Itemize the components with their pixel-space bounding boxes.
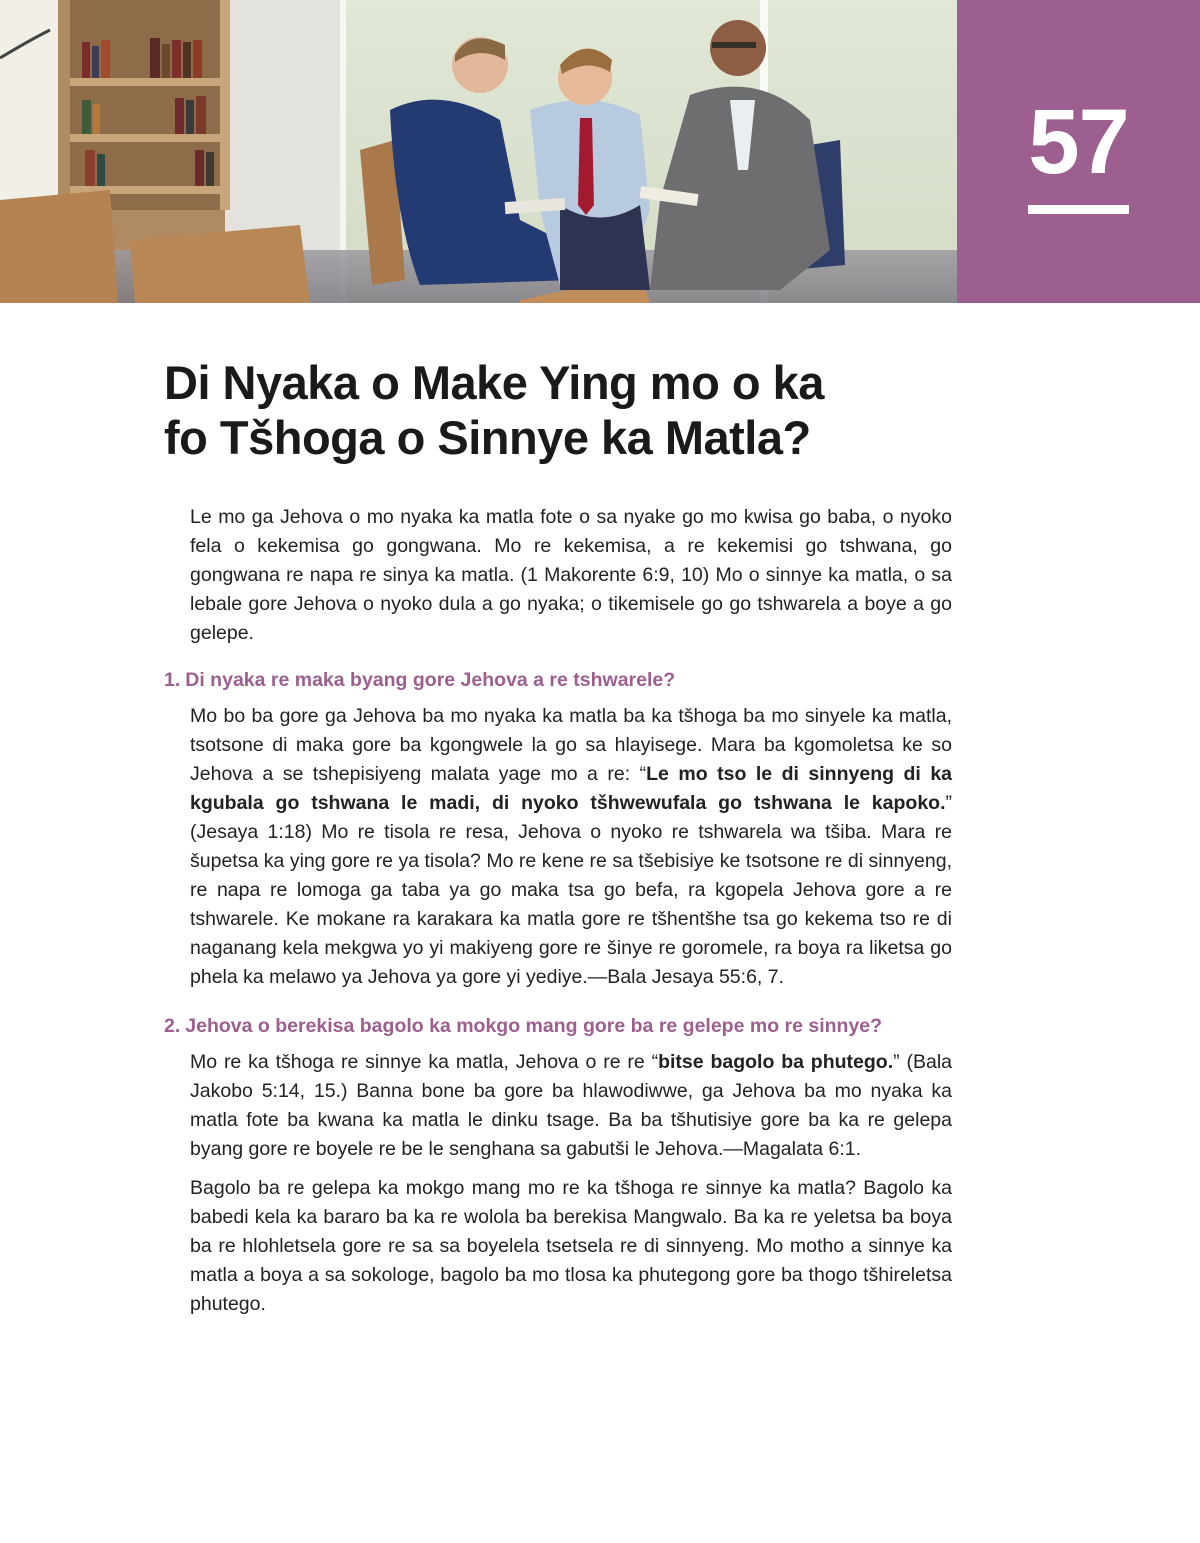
answer-text: ” (Jesaya 1:18) Mo re tisola re resa, Jehova o nyoko re tshwarela wa tšiba. Mara re šupetsa ka ying gore re ya tisola? Mo re kene re sa tšebisiye ke tsotsone re di sinnyeng, re napa re lomoga ga taba ya go maka tsa go befa, ra kgopela Jehova gore a re tshwarele. Ke mokane ra karakara ka matla gore re tšhentšhe tsa go kekema tso re di naganang kela mekgwa yo yi makiyeng gore re šinye re goromele, ra boya ra liketsa go phela ka melawo ya Jehova ya gore yi yediye.—Bala Jesaya 55:6, 7. (190, 792, 952, 988)
hero-photo (0, 0, 957, 303)
question-number: 1. (164, 669, 181, 691)
question-heading-1 (164, 666, 952, 694)
answer-paragraph-3: Bagolo ba re gelepa ka mokgo mang mo re ka tšhoga re sinnye ka matla? Bagolo ka babedi kela ka bararo ba ka re wolola ba berekisa Mangwalo. Ba ka re yeletsa ba boya ba re hlohletsela gore re sa sa boyelela tsetsela re di sinnyeng. Mo motho a sinnye ka matla a boya a sa sokologe, bagolo ba mo tlosa ka phutegong gore ba thogo tšhireletsa phutego. (190, 1177, 952, 1315)
answer-paragraph-1 (190, 702, 952, 992)
question-text: Jehova o berekisa bagolo ka mokgo mang gore ba re gelepe mo re sinnye? (185, 1015, 883, 1037)
question-heading-2 (164, 1012, 952, 1040)
lesson-body (164, 503, 952, 1329)
lesson-title-line-2: fo Tšhoga o Sinnye ka Matla? (164, 411, 811, 464)
lesson-title (164, 355, 984, 465)
answer-text: ” (Bala Jakobo 5:14, 15.) Banna bone ba gore ba hlawodiwwe, ga Jehova ba mo nyaka ka matla fote ba kwana ka matla le dinku tsage. Ba ba tšhutisiye gore ba ka re gelepa byang gore re boyele re be le senghana sa gabutši le Jehova.—Magalata 6:1. (190, 1051, 952, 1160)
answer-text: Mo bo ba gore ga Jehova ba mo nyaka ka matla ba ka tšhoga ba mo sinyele ka matla, tsotsone di maka gore ba kgongwele la go sa hlayisege. Mara ba kgomoletsa ke so Jehova a se tshepisiyeng malata yage mo a re: “ (190, 705, 952, 785)
scripture-quote-bold: bitse bagolo ba phutego. (658, 1051, 894, 1073)
intro-paragraph: Le mo ga Jehova o mo nyaka ka matla fote o sa nyake go mo kwisa go baba, o nyoko fela o kekemisa go gongwana. Mo re kekemisa, a re kekemisi go tshwana, go gongwana re napa re sinya ka matla. (1 Makorente 6:9, 10) Mo o sinnye ka matla, o sa lebale gore Jehova o nyoko dula a go nyaka; o tikemisele go go tshwarela a boye a go gelepe. (190, 506, 952, 644)
scripture-quote-bold: Le mo tso le di sinnyeng di ka kgubala go tshwana le madi, di nyoko tšhwewufala go tshwana le kapoko. (190, 763, 953, 814)
answer-text: Mo re ka tšhoga re sinnye ka matla, Jehova o re re “ (190, 1051, 659, 1073)
lesson-number: 57 (1028, 91, 1129, 193)
question-number: 2. (164, 1015, 181, 1037)
question-text: Di nyaka re maka byang gore Jehova a re tshwarele? (185, 669, 676, 691)
lesson-number-box (957, 0, 1200, 303)
lesson-number-underline (1028, 205, 1129, 214)
lesson-title-line-1: Di Nyaka o Make Ying mo o ka (164, 356, 824, 409)
hero-illustration (0, 0, 957, 303)
answer-paragraph-2 (190, 1048, 952, 1164)
